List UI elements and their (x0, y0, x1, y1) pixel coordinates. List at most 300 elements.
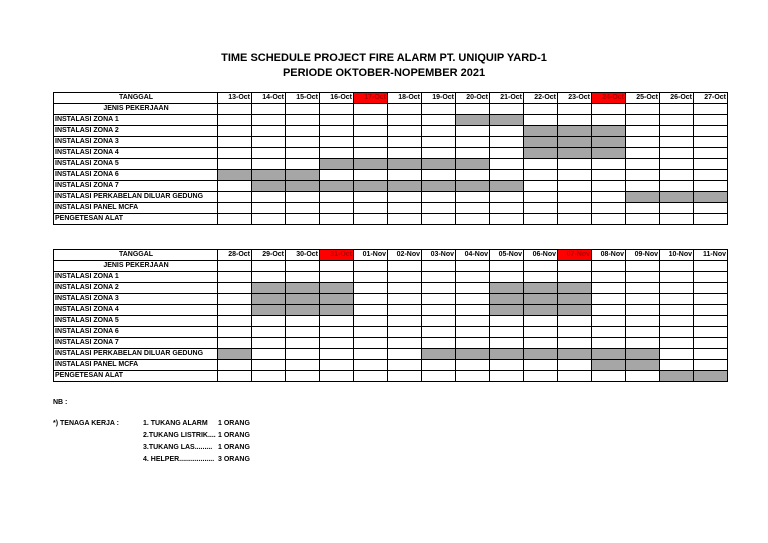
scheduled-cell (490, 349, 524, 360)
empty-cell (354, 214, 388, 225)
empty-cell (694, 126, 728, 137)
worker-name: 3.TUKANG LAS......... (143, 444, 213, 451)
empty-cell (354, 137, 388, 148)
empty-cell (422, 126, 456, 137)
scheduled-cell (524, 305, 558, 316)
empty-cell (592, 192, 626, 203)
empty-cell (286, 159, 320, 170)
empty-cell (694, 137, 728, 148)
empty-cell (490, 371, 524, 382)
empty-cell (354, 371, 388, 382)
scheduled-cell (456, 349, 490, 360)
scheduled-cell (490, 115, 524, 126)
empty-cell (286, 192, 320, 203)
empty-cell (354, 192, 388, 203)
worker-count: 1 ORANG (218, 444, 250, 451)
scheduled-cell (286, 283, 320, 294)
task-row (54, 170, 728, 181)
empty-cell (490, 261, 524, 272)
empty-cell (456, 305, 490, 316)
empty-cell (218, 305, 252, 316)
empty-cell (218, 272, 252, 283)
scheduled-cell (558, 294, 592, 305)
empty-cell (320, 371, 354, 382)
scheduled-cell (252, 170, 286, 181)
empty-cell (456, 170, 490, 181)
empty-cell (592, 261, 626, 272)
empty-cell (422, 327, 456, 338)
task-label: PENGETESAN ALAT (54, 371, 218, 382)
empty-cell (354, 316, 388, 327)
empty-cell (490, 338, 524, 349)
empty-cell (490, 360, 524, 371)
empty-cell (490, 327, 524, 338)
scheduled-cell (252, 283, 286, 294)
empty-cell (524, 203, 558, 214)
empty-cell (218, 115, 252, 126)
empty-cell (286, 148, 320, 159)
empty-cell (660, 349, 694, 360)
scheduled-cell (456, 159, 490, 170)
task-row (54, 115, 728, 126)
empty-cell (558, 104, 592, 115)
empty-cell (626, 203, 660, 214)
empty-cell (252, 159, 286, 170)
date-header: 20-Oct (456, 93, 490, 104)
scheduled-cell (388, 181, 422, 192)
task-label: INSTALASI ZONA 1 (54, 272, 218, 283)
scheduled-cell (354, 159, 388, 170)
empty-cell (660, 283, 694, 294)
scheduled-cell (286, 170, 320, 181)
empty-cell (558, 115, 592, 126)
empty-cell (694, 181, 728, 192)
empty-cell (388, 115, 422, 126)
task-label: INSTALASI ZONA 3 (54, 137, 218, 148)
empty-cell (626, 261, 660, 272)
scheduled-cell (592, 349, 626, 360)
empty-cell (320, 316, 354, 327)
empty-cell (422, 148, 456, 159)
scheduled-cell (524, 148, 558, 159)
empty-cell (252, 338, 286, 349)
empty-cell (218, 261, 252, 272)
task-label: INSTALASI PANEL MCFA (54, 203, 218, 214)
date-header: 10-Nov (660, 250, 694, 261)
task-row (54, 272, 728, 283)
empty-cell (320, 203, 354, 214)
empty-cell (286, 371, 320, 382)
task-label: INSTALASI ZONA 2 (54, 283, 218, 294)
scheduled-cell (558, 283, 592, 294)
empty-cell (286, 126, 320, 137)
scheduled-cell (524, 283, 558, 294)
empty-cell (320, 170, 354, 181)
empty-cell (592, 181, 626, 192)
empty-cell (524, 327, 558, 338)
empty-cell (422, 316, 456, 327)
empty-cell (354, 294, 388, 305)
task-label: INSTALASI PANEL MCFA (54, 360, 218, 371)
empty-cell (660, 305, 694, 316)
task-row (54, 327, 728, 338)
empty-cell (286, 214, 320, 225)
empty-cell (218, 104, 252, 115)
empty-cell (660, 159, 694, 170)
empty-cell (388, 371, 422, 382)
empty-cell (354, 360, 388, 371)
empty-cell (524, 214, 558, 225)
scheduled-cell (286, 181, 320, 192)
empty-cell (592, 327, 626, 338)
scheduled-cell (456, 115, 490, 126)
empty-cell (456, 137, 490, 148)
empty-cell (456, 294, 490, 305)
schedule-table-october (53, 92, 728, 225)
empty-cell (660, 294, 694, 305)
jenis-pekerjaan-header: JENIS PEKERJAAN (54, 104, 218, 115)
empty-cell (592, 272, 626, 283)
empty-cell (388, 126, 422, 137)
task-label: INSTALASI ZONA 5 (54, 316, 218, 327)
empty-cell (592, 159, 626, 170)
empty-cell (660, 137, 694, 148)
empty-cell (660, 181, 694, 192)
task-label: INSTALASI ZONA 2 (54, 126, 218, 137)
empty-cell (252, 192, 286, 203)
empty-cell (524, 261, 558, 272)
empty-cell (558, 181, 592, 192)
date-header: 09-Nov (626, 250, 660, 261)
scheduled-cell (592, 360, 626, 371)
empty-cell (558, 159, 592, 170)
empty-cell (388, 148, 422, 159)
empty-cell (456, 327, 490, 338)
empty-cell (422, 371, 456, 382)
empty-cell (660, 261, 694, 272)
scheduled-cell (660, 371, 694, 382)
empty-cell (490, 170, 524, 181)
empty-cell (524, 316, 558, 327)
empty-cell (694, 261, 728, 272)
empty-cell (286, 104, 320, 115)
empty-cell (694, 294, 728, 305)
scheduled-cell (320, 283, 354, 294)
page-subtitle: PERIODE OKTOBER-NOPEMBER 2021 (282, 67, 486, 79)
empty-cell (592, 316, 626, 327)
task-label: INSTALASI ZONA 5 (54, 159, 218, 170)
empty-cell (626, 159, 660, 170)
date-header-holiday: 24-Oct (592, 93, 626, 104)
empty-cell (626, 305, 660, 316)
empty-cell (694, 104, 728, 115)
jenis-header-row (54, 261, 728, 272)
worker-count: 3 ORANG (218, 456, 250, 463)
empty-cell (626, 137, 660, 148)
scheduled-cell (320, 305, 354, 316)
empty-cell (456, 214, 490, 225)
task-row (54, 159, 728, 170)
workforce-label: *) TENAGA KERJA : (53, 420, 119, 427)
empty-cell (286, 327, 320, 338)
scheduled-cell (218, 349, 252, 360)
empty-cell (456, 338, 490, 349)
empty-cell (422, 137, 456, 148)
empty-cell (286, 316, 320, 327)
empty-cell (592, 104, 626, 115)
scheduled-cell (524, 137, 558, 148)
empty-cell (456, 272, 490, 283)
date-header: 23-Oct (558, 93, 592, 104)
empty-cell (456, 148, 490, 159)
empty-cell (252, 126, 286, 137)
empty-cell (422, 104, 456, 115)
empty-cell (490, 148, 524, 159)
date-header: 14-Oct (252, 93, 286, 104)
scheduled-cell (286, 305, 320, 316)
empty-cell (490, 203, 524, 214)
empty-cell (218, 137, 252, 148)
empty-cell (558, 316, 592, 327)
empty-cell (694, 214, 728, 225)
empty-cell (456, 192, 490, 203)
task-label: INSTALASI ZONA 3 (54, 294, 218, 305)
task-row (54, 305, 728, 316)
empty-cell (694, 170, 728, 181)
empty-cell (490, 272, 524, 283)
empty-cell (354, 283, 388, 294)
empty-cell (592, 283, 626, 294)
empty-cell (490, 159, 524, 170)
empty-cell (422, 115, 456, 126)
empty-cell (558, 272, 592, 283)
empty-cell (558, 327, 592, 338)
empty-cell (694, 316, 728, 327)
date-header: 08-Nov (592, 250, 626, 261)
empty-cell (592, 338, 626, 349)
empty-cell (660, 203, 694, 214)
empty-cell (592, 115, 626, 126)
empty-cell (524, 338, 558, 349)
empty-cell (660, 327, 694, 338)
empty-cell (218, 214, 252, 225)
empty-cell (354, 115, 388, 126)
empty-cell (660, 360, 694, 371)
empty-cell (218, 126, 252, 137)
task-row (54, 349, 728, 360)
empty-cell (218, 371, 252, 382)
empty-cell (252, 316, 286, 327)
date-header: 11-Nov (694, 250, 728, 261)
tanggal-header: TANGGAL (54, 93, 218, 104)
date-header: 22-Oct (524, 93, 558, 104)
date-header: 05-Nov (490, 250, 524, 261)
empty-cell (252, 203, 286, 214)
empty-cell (388, 272, 422, 283)
empty-cell (252, 371, 286, 382)
scheduled-cell (490, 283, 524, 294)
empty-cell (320, 261, 354, 272)
task-row (54, 316, 728, 327)
empty-cell (422, 305, 456, 316)
empty-cell (694, 349, 728, 360)
scheduled-cell (592, 137, 626, 148)
empty-cell (456, 283, 490, 294)
empty-cell (456, 261, 490, 272)
empty-cell (626, 104, 660, 115)
worker-name: 4. HELPER.................. (143, 456, 215, 463)
worker-name: 2.TUKANG LISTRIK.... (143, 432, 216, 439)
worker-count: 1 ORANG (218, 432, 250, 439)
empty-cell (524, 104, 558, 115)
empty-cell (694, 327, 728, 338)
scheduled-cell (252, 181, 286, 192)
empty-cell (558, 192, 592, 203)
date-header: 28-Oct (218, 250, 252, 261)
scheduled-cell (626, 360, 660, 371)
date-header: 13-Oct (218, 93, 252, 104)
date-header: 29-Oct (252, 250, 286, 261)
empty-cell (354, 272, 388, 283)
empty-cell (626, 170, 660, 181)
date-header-holiday: 07-Nov (558, 250, 592, 261)
empty-cell (320, 104, 354, 115)
scheduled-cell (320, 294, 354, 305)
task-label: INSTALASI PERKABELAN DILUAR GEDUNG (54, 349, 218, 360)
scheduled-cell (592, 126, 626, 137)
empty-cell (354, 104, 388, 115)
scheduled-cell (592, 148, 626, 159)
scheduled-cell (558, 148, 592, 159)
schedule-table-november (53, 249, 728, 382)
empty-cell (558, 214, 592, 225)
empty-cell (524, 371, 558, 382)
empty-cell (320, 349, 354, 360)
empty-cell (524, 181, 558, 192)
empty-cell (490, 126, 524, 137)
empty-cell (592, 305, 626, 316)
empty-cell (558, 203, 592, 214)
empty-cell (354, 305, 388, 316)
jenis-header-row (54, 104, 728, 115)
empty-cell (558, 338, 592, 349)
date-header: 02-Nov (388, 250, 422, 261)
empty-cell (388, 338, 422, 349)
empty-cell (354, 148, 388, 159)
empty-cell (456, 104, 490, 115)
empty-cell (388, 349, 422, 360)
empty-cell (490, 316, 524, 327)
task-row (54, 214, 728, 225)
date-header: 25-Oct (626, 93, 660, 104)
empty-cell (388, 283, 422, 294)
tanggal-header: TANGGAL (54, 250, 218, 261)
empty-cell (694, 360, 728, 371)
empty-cell (626, 283, 660, 294)
empty-cell (422, 338, 456, 349)
empty-cell (286, 272, 320, 283)
empty-cell (660, 170, 694, 181)
scheduled-cell (354, 181, 388, 192)
empty-cell (320, 126, 354, 137)
empty-cell (286, 261, 320, 272)
empty-cell (218, 338, 252, 349)
scheduled-cell (626, 349, 660, 360)
date-header: 15-Oct (286, 93, 320, 104)
empty-cell (456, 371, 490, 382)
empty-cell (252, 349, 286, 360)
scheduled-cell (558, 305, 592, 316)
empty-cell (422, 283, 456, 294)
empty-cell (660, 126, 694, 137)
date-header: 30-Oct (286, 250, 320, 261)
date-header: 19-Oct (422, 93, 456, 104)
empty-cell (456, 360, 490, 371)
empty-cell (320, 360, 354, 371)
empty-cell (218, 148, 252, 159)
task-label: INSTALASI ZONA 6 (54, 327, 218, 338)
scheduled-cell (524, 126, 558, 137)
empty-cell (626, 272, 660, 283)
task-label: PENGETESAN ALAT (54, 214, 218, 225)
empty-cell (354, 338, 388, 349)
task-label: INSTALASI PERKABELAN DILUAR GEDUNG (54, 192, 218, 203)
empty-cell (626, 294, 660, 305)
empty-cell (354, 203, 388, 214)
empty-cell (694, 305, 728, 316)
empty-cell (660, 148, 694, 159)
empty-cell (354, 170, 388, 181)
page-title: TIME SCHEDULE PROJECT FIRE ALARM PT. UNIQUIP YARD-1 (221, 52, 547, 64)
empty-cell (422, 192, 456, 203)
empty-cell (388, 261, 422, 272)
task-label: INSTALASI ZONA 7 (54, 338, 218, 349)
empty-cell (354, 126, 388, 137)
empty-cell (660, 104, 694, 115)
scheduled-cell (490, 181, 524, 192)
empty-cell (218, 203, 252, 214)
empty-cell (660, 272, 694, 283)
task-label: INSTALASI ZONA 4 (54, 148, 218, 159)
empty-cell (592, 170, 626, 181)
empty-cell (456, 316, 490, 327)
empty-cell (252, 148, 286, 159)
empty-cell (252, 327, 286, 338)
scheduled-cell (388, 159, 422, 170)
empty-cell (252, 137, 286, 148)
empty-cell (354, 261, 388, 272)
empty-cell (286, 338, 320, 349)
empty-cell (218, 316, 252, 327)
empty-cell (694, 159, 728, 170)
date-header-holiday: 31-Oct (320, 250, 354, 261)
scheduled-cell (558, 137, 592, 148)
empty-cell (286, 115, 320, 126)
date-header: 26-Oct (660, 93, 694, 104)
empty-cell (694, 272, 728, 283)
scheduled-cell (626, 192, 660, 203)
empty-cell (694, 203, 728, 214)
scheduled-cell (422, 159, 456, 170)
scheduled-cell (320, 159, 354, 170)
empty-cell (660, 115, 694, 126)
date-header: 04-Nov (456, 250, 490, 261)
empty-cell (388, 214, 422, 225)
empty-cell (354, 349, 388, 360)
empty-cell (592, 294, 626, 305)
empty-cell (626, 115, 660, 126)
jenis-pekerjaan-header: JENIS PEKERJAAN (54, 261, 218, 272)
